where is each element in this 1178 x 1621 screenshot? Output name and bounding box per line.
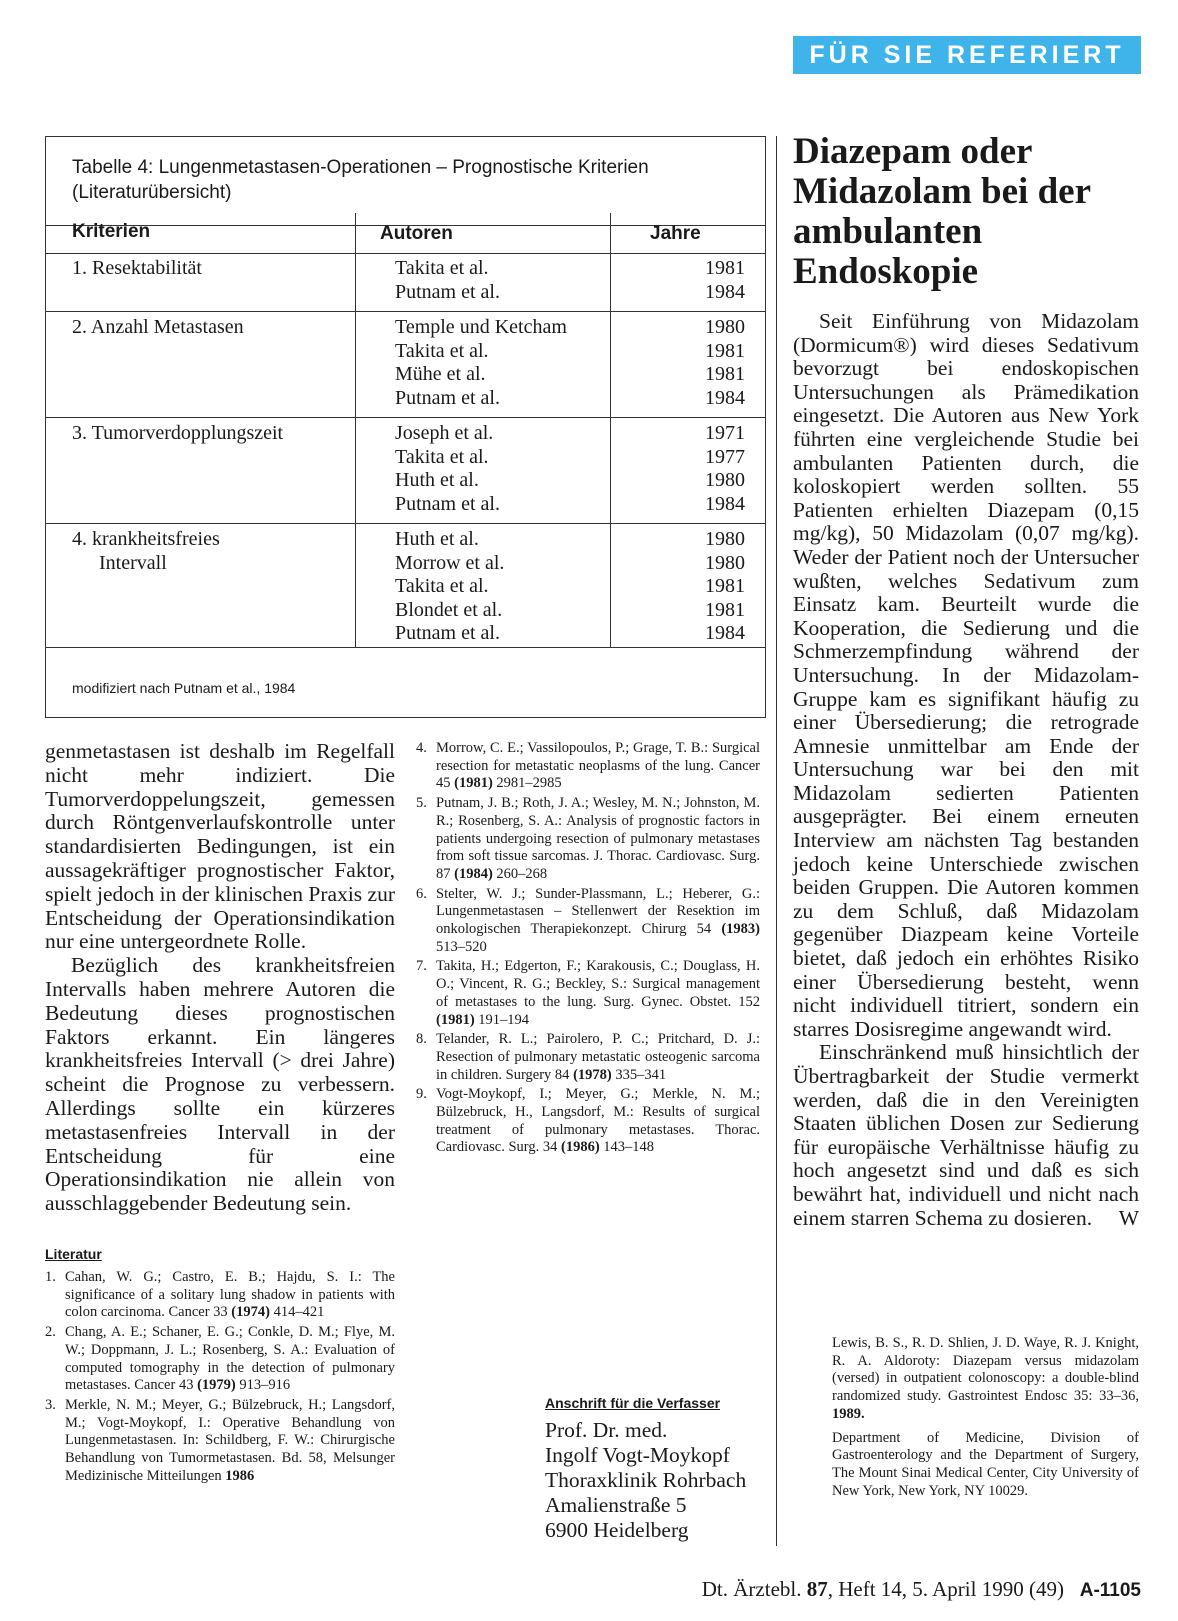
paragraph: Seit Einführung von Midazolam (Dormicum®) wird dieses Sedativum bevorzugt bei endoskopischen Untersuchungen als Prämedikation eingesetzt. Die Autoren aus New York führten eine vergleichende Studie bei ambulanten Patienten durch, die koloskopiert werden sollten. 55 Patienten erhielten Diazepam (0,15 mg/kg), 50 Midazolam (0,07 mg/kg). Weder der Patient noch der Untersucher wußten, welches Sedativum zum Einsatz kam. Beurteilt wurde die Kooperation, die Sedierung und die Schmerzempfindung während der Untersuchung. In der Midazolam-Gruppe kam es signifikant häufig zu einer Übersedierung; die retrograde Amnesie unmittelbar am Ende der Untersuchung war bei den mit Midazolam sedierten Patienten ausgeprägter. Bei einem erneuten Interview am nächsten Tag bestanden jedoch keine Unterschiede zwischen beiden Gruppen. Die Autoren kommen zu dem Schluß, daß Midazolam gegenüber Diazpeam keine Vorteile bietet, daß jedoch ein erhöhtes Risiko einer Übersedierung besteht, wenn nicht individuell titriert, sondern ein starres Dosisregime angewandt wird. bbox=[793, 309, 1139, 1041]
author-cell: Joseph et al. Takita et al. Huth et al. Putnam et al. bbox=[395, 422, 500, 515]
citation: Lewis, B. S., R. D. Shlien, J. D. Waye, R. J. Knight, R. A. Aldoroty: Diazepam versus midazolam (versed) in outpatient colonoscopy: a double-blind randomized study. Gastrointest Endosc 35: 33–36, 1989. bbox=[832, 1335, 1139, 1422]
table-caption: Tabelle 4: Lungenmetastasen-Operationen – Prognostische Kriterien (Literaturübersicht) bbox=[72, 157, 649, 203]
page-footer: Dt. Ärztebl. 87, Heft 14, 5. April 1990 (49) A-1105 bbox=[701, 1577, 1141, 1601]
paragraph: Einschränkend muß hinsichtlich der Übertragbarkeit der Studie vermerkt werden, daß die in den Vereinigten Staaten üblichen Dosen zur Sedierung für europäische Verhältnisse häufig zu hoch angesetzt sind und daß es sich bewährt hat, individuell und nicht nach einem starren Schema zu dosieren. W bbox=[793, 1040, 1139, 1230]
divider bbox=[46, 311, 766, 312]
body-text-column-1 bbox=[45, 740, 395, 1216]
reference-item: 2. Chang, A. E.; Schaner, E. G.; Conkle, D. M.; Flye, M. W.; Doppmann, J. L.; Rosenberg, S. A.: Evaluation of computed tomography in the detection of pulmonary metastases. Cancer 43 (1979) 913–916 bbox=[45, 1324, 395, 1394]
reference-item: 4. Morrow, C. E.; Vassilopoulos, P.; Grage, T. B.: Surgical resection for metastatic neoplasms of the lung. Cancer 45 (1981) 2981–2985 bbox=[416, 740, 760, 792]
column-header-years: Jahre bbox=[650, 223, 701, 244]
reference-item: 9. Vogt-Moykopf, I.; Meyer, G.; Merkle, N. M.; Bülzebruck, H., Langsdorf, M.: Results of surgical treatment of pulmonary metastases. Thorac. Cardiovasc. Surg. 34 (1986) 143–148 bbox=[416, 1086, 760, 1156]
author-cell: Huth et al. Morrow et al. Takita et al. Blondet et al. Putnam et al. bbox=[395, 528, 505, 644]
divider bbox=[46, 523, 766, 524]
article-source bbox=[832, 1335, 1139, 1506]
criterion-cell: 2. Anzahl Metastasen bbox=[72, 316, 244, 338]
column-divider bbox=[776, 136, 777, 1546]
year-cell: 1971 1977 1980 1984 bbox=[705, 422, 745, 515]
reference-item: 6. Stelter, W. J.; Sunder-Plassmann, L.; Heberer, G.: Lungenmetastasen – Stellenwert der Resektion im onkologischen Therapiekonzept. Chirurg 54 (1983) 513–520 bbox=[416, 885, 760, 955]
criterion-cell: 1. Resektabilität bbox=[72, 257, 202, 279]
criterion-cell: 3. Tumorverdopplungszeit bbox=[72, 422, 284, 444]
address-heading: Anschrift für die Verfasser bbox=[545, 1395, 721, 1411]
reference-list bbox=[416, 740, 760, 1159]
affiliation: Department of Medicine, Division of Gastroenterology and the Department of Surgery, The Mount Sinai Medical Center, City University of New York, New York, NY 10029. bbox=[832, 1429, 1139, 1499]
author-cell: Temple und Ketcham Takita et al. Mühe et al. Putnam et al. bbox=[395, 316, 567, 409]
references-heading: Literatur bbox=[45, 1246, 102, 1262]
article-body bbox=[793, 310, 1139, 1230]
divider bbox=[46, 417, 766, 418]
section-banner: FÜR SIE REFERIERT bbox=[793, 36, 1141, 74]
reference-item: 8. Telander, R. L.; Pairolero, P. C.; Pritchard, D. J.: Resection of pulmonary metastatic osteogenic sarcoma in children. Surgery 84 (1978) 335–341 bbox=[416, 1031, 760, 1083]
article-title: Diazepam oder Midazolam bei der ambulanten Endoskopie bbox=[793, 131, 1091, 292]
divider bbox=[46, 647, 766, 648]
paragraph: Bezüglich des krankheitsfreien Intervalls haben mehrere Autoren die Bedeutung dieses prognostischen Faktors erkannt. Ein längeres krankheitsfreies Intervall (> drei Jahre) scheint die Prognose zu verbessern. Allerdings sollte ein kürzeres metastasenfreies Intervall in der Entscheidung für eine Operationsindikation nie allein von ausschlaggebender Bedeutung sein. bbox=[45, 953, 395, 1216]
criterion-cell: 4. krankheitsfreies Intervall bbox=[72, 528, 220, 574]
author-signature: W bbox=[1118, 1205, 1139, 1230]
author-address: Prof. Dr. med. Ingolf Vogt-Moykopf Thoraxklinik Rohrbach Amalienstraße 5 6900 Heidelberg bbox=[545, 1418, 747, 1542]
reference-item: 3. Merkle, N. M.; Meyer, G.; Bülzebruck, H.; Langsdorf, M.; Vogt-Moykopf, I.: Operative Behandlung von Lungenmetastasen. In: Schildberg, F. W.: Chirurgische Behandlung von Tumormetastasen. Bd. 58, Melsunger Medizinische Mitteilungen 1986 bbox=[45, 1396, 395, 1484]
reference-list bbox=[45, 1269, 395, 1487]
column-header-criteria: Kriterien bbox=[72, 221, 151, 242]
year-cell: 1980 1980 1981 1981 1984 bbox=[705, 528, 745, 644]
table-note: modifiziert nach Putnam et al., 1984 bbox=[72, 680, 296, 696]
year-cell: 1980 1981 1981 1984 bbox=[705, 316, 745, 409]
column-header-authors: Autoren bbox=[380, 223, 453, 244]
reference-item: 1. Cahan, W. G.; Castro, E. B.; Hajdu, S. I.: The significance of a solitary lung shadow in patients with colon carcinoma. Cancer 33 (1974) 414–421 bbox=[45, 1269, 395, 1321]
paragraph: genmetastasen ist deshalb im Regelfall nicht mehr indiziert. Die Tumorverdoppelungszeit, gemessen durch Röntgenverlaufskontrolle unter standardisierten Bedingungen, ist ein aussagekräftiger prognostischer Faktor, spielt jedoch in der klinischen Praxis zur Entscheidung der Operationsindikation nur eine untergeordnete Rolle. bbox=[45, 739, 395, 954]
year-cell: 1981 1984 bbox=[705, 257, 745, 303]
reference-item: 5. Putnam, J. B.; Roth, J. A.; Wesley, M. N.; Johnston, M. R.; Rosenberg, S. A.: Analysis of prognostic factors in patients undergoing resection of pulmonary metastases from soft tissue sarcomas. J. Thorac. Cardiovasc. Surg. 87 (1984) 260–268 bbox=[416, 795, 760, 882]
table-prognostic-criteria bbox=[45, 136, 766, 718]
reference-item: 7. Takita, H.; Edgerton, F.; Karakousis, C.; Douglass, H. O.; Vincent, R. G.; Beckley, S.: Surgical management of metastases to the lung. Surg. Gynec. Obstet. 152 (1981) 191–194 bbox=[416, 958, 760, 1028]
author-cell: Takita et al. Putnam et al. bbox=[395, 257, 500, 303]
divider bbox=[46, 253, 766, 254]
